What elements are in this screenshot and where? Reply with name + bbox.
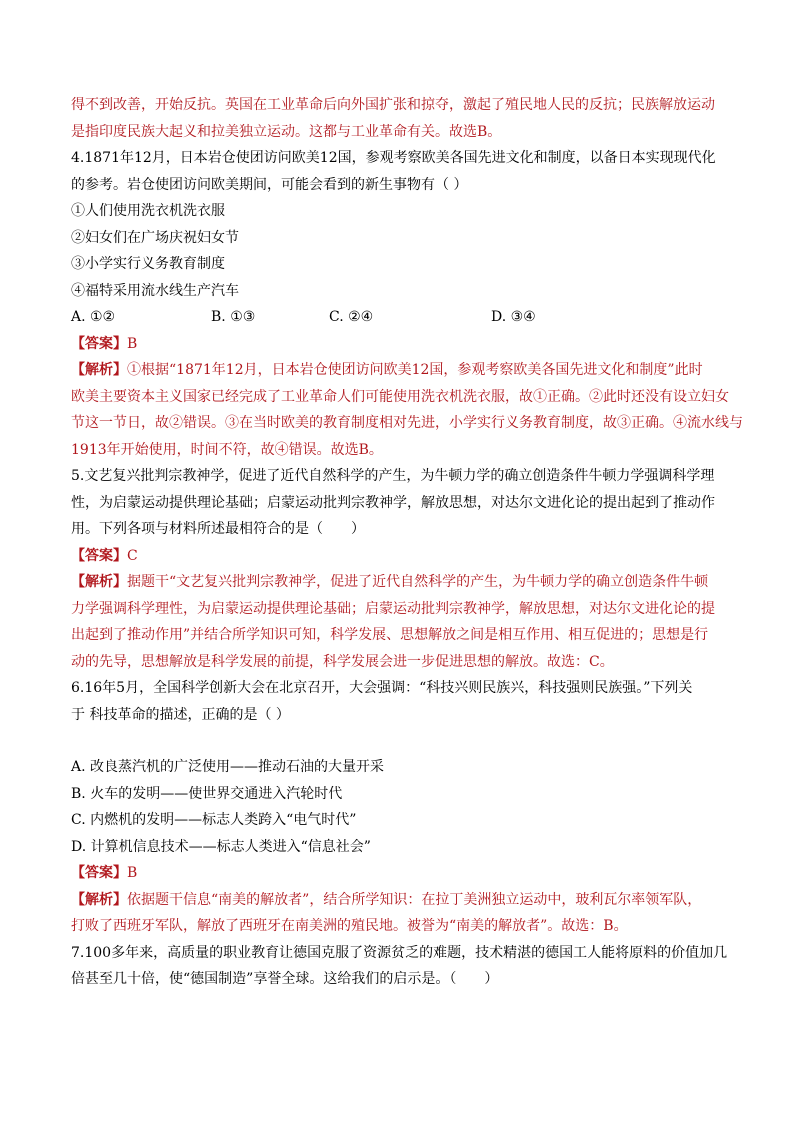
question-4-options bbox=[71, 304, 726, 331]
option-c: C. ②④ bbox=[329, 309, 374, 325]
analysis-line bbox=[71, 887, 726, 914]
answer-line bbox=[71, 331, 726, 358]
question-6-option: A. 改良蒸汽机的广泛使用——推动石油的大量开采 bbox=[71, 759, 385, 775]
analysis-text: 1913年开始使用，时间不符，故④错误。故选B。 bbox=[71, 441, 383, 458]
blank-gap bbox=[71, 728, 726, 754]
analysis-text: 出起到了推动作用”并结合所学知识可知，科学发展、思想解放之间是相互作用、相互促进的；思想是行 bbox=[71, 627, 709, 643]
analysis-line bbox=[71, 357, 726, 384]
analysis-label: 【解析】 bbox=[71, 891, 127, 908]
question-4-item: ④福特采用流水线生产汽车 bbox=[71, 282, 239, 299]
option-d: D. ③④ bbox=[491, 309, 536, 325]
analysis-text: 节这一节日，故②错误。③在当时欧美的教育制度相对先进，小学实行义务教育制度，故③正确。④流水线与 bbox=[71, 415, 743, 431]
analysis-text: 依据题干信息“南美的解放者”，结合所学知识：在拉丁美洲独立运动中，玻利瓦尔率领军队， bbox=[127, 891, 702, 908]
question-5-stem: 性，为启蒙运动提供理论基础；启蒙运动批判宗教神学，解放思想，对达尔文进化论的提出起到了推动作 bbox=[71, 494, 715, 511]
answer-label: 【答案】 bbox=[71, 865, 127, 881]
question-5-stem: 用。下列各项与材料所述最相符合的是（ ） bbox=[71, 521, 365, 537]
answer-label: 【答案】 bbox=[71, 335, 127, 352]
text-line: 得不到改善，开始反抗。英国在工业革命后向外国扩张和掠夺，激起了殖民地人民的反抗；民族解放运动 bbox=[71, 97, 715, 113]
answer-line bbox=[71, 860, 726, 887]
question-6-option: C. 内燃机的发明——标志人类跨入“电气时代” bbox=[71, 812, 357, 828]
analysis-text: ①根据“1871年12月，日本岩仓使团访问欧美12国，参观考察欧美各国先进文化和制度”此时 bbox=[127, 362, 703, 378]
question-6-option: B. 火车的发明——使世界交通进入汽轮时代 bbox=[71, 785, 343, 802]
analysis-text: 欧美主要资本主义国家已经完成了工业革命人们可能使用洗衣机洗衣服，故①正确。②此时还没有设立妇女 bbox=[71, 388, 729, 405]
question-4-item: ③小学实行义务教育制度 bbox=[71, 256, 225, 272]
answer-line bbox=[71, 543, 726, 570]
analysis-text: 力学强调科学理性，为启蒙运动提供理论基础；启蒙运动批判宗教神学，解放思想，对达尔文进化论的提 bbox=[71, 600, 715, 617]
document-page bbox=[71, 92, 743, 993]
answer-label: 【答案】 bbox=[71, 547, 127, 564]
analysis-text: 动的先导，思想解放是科学发展的前提，科学发展会进一步促进思想的解放。故选：C。 bbox=[71, 653, 614, 670]
question-4-item: ①人们使用洗衣机洗衣服 bbox=[71, 203, 225, 219]
analysis-label: 【解析】 bbox=[71, 574, 127, 590]
analysis-line bbox=[71, 569, 726, 596]
question-6-option: D. 计算机信息技术——标志人类进入“信息社会” bbox=[71, 838, 371, 855]
question-4-item: ②妇女们在广场庆祝妇女节 bbox=[71, 229, 239, 246]
question-5-stem: 5.文艺复兴批判宗教神学，促进了近代自然科学的产生，为牛顿力学的确立创造条件牛顿力学强调科学理 bbox=[71, 468, 715, 484]
question-4-stem: 4.1871年12月，日本岩仓使团访问欧美12国，参观考察欧美各国先进文化和制度，以备日本实现现代化 bbox=[71, 150, 716, 166]
question-6-stem: 于 科技革命的描述，正确的是（ ） bbox=[71, 706, 290, 723]
question-7-stem: 倍甚至几十倍，使“德国制造”享誉全球。这给我们的启示是。（ ） bbox=[71, 971, 499, 987]
analysis-label: 【解析】 bbox=[71, 362, 127, 378]
answer-value: B bbox=[127, 335, 138, 352]
question-6-stem: 6.16年5月，全国科学创新大会在北京召开，大会强调：“科技兴则民族兴，科技强则民族强。”下列关 bbox=[71, 680, 693, 696]
question-7-stem: 7.100多年来，高质量的职业教育让德国克服了资源贫乏的难题，技术精湛的德国工人能将原料的价值加几 bbox=[71, 944, 728, 961]
option-b: B. ①③ bbox=[211, 309, 256, 325]
answer-value: C bbox=[127, 547, 138, 564]
answer-value: B bbox=[127, 865, 138, 881]
analysis-text: 打败了西班牙军队，解放了西班牙在南美洲的殖民地。被誉为“南美的解放者”。故选：B。 bbox=[71, 918, 628, 934]
text-line: 是指印度民族大起义和拉美独立运动。这都与工业革命有关。故选B。 bbox=[71, 123, 502, 140]
analysis-text: 据题干“文艺复兴批判宗教神学，促进了近代自然科学的产生，为牛顿力学的确立创造条件牛顿 bbox=[127, 574, 709, 590]
option-a: A. ①② bbox=[71, 309, 116, 325]
question-4-stem: 的参考。岩仓使团访问欧美期间，可能会看到的新生事物有（ ） bbox=[71, 176, 468, 193]
